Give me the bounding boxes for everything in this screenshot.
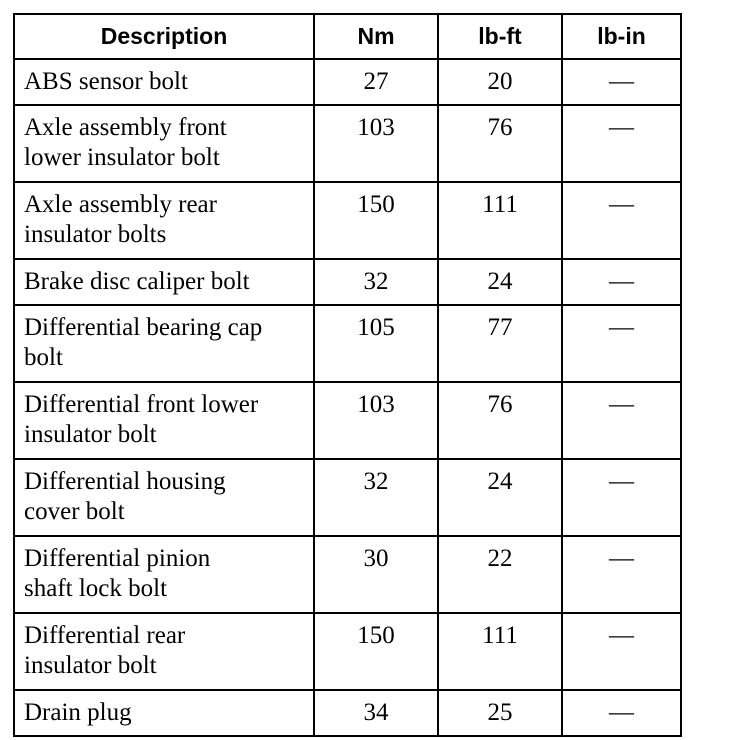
header-row: [14, 14, 681, 59]
lb-in-cell: —: [562, 305, 681, 382]
header-lb-in: lb-in: [562, 14, 681, 59]
table-row: [14, 105, 681, 182]
description-line: Differential housing: [24, 468, 226, 495]
table-row: [14, 259, 681, 305]
nm-cell: 32: [314, 259, 438, 305]
description-cell: [14, 536, 314, 613]
lb-in-cell: —: [562, 105, 681, 182]
description-cell: [14, 382, 314, 459]
lb-ft-cell: 111: [438, 613, 562, 690]
lb-in-cell: —: [562, 182, 681, 259]
lb-in-cell: —: [562, 613, 681, 690]
lb-ft-cell: 22: [438, 536, 562, 613]
nm-cell: 34: [314, 690, 438, 736]
description-line: Differential pinion: [24, 545, 211, 572]
table-row: [14, 459, 681, 536]
table-row: [14, 305, 681, 382]
description-line: lower insulator bolt: [24, 144, 220, 171]
lb-in-cell: —: [562, 690, 681, 736]
description-line: shaft lock bolt: [24, 575, 168, 602]
nm-cell: 150: [314, 182, 438, 259]
lb-ft-cell: 24: [438, 459, 562, 536]
description-line: bolt: [24, 344, 63, 371]
header-description: Description: [14, 14, 314, 59]
nm-cell: 103: [314, 105, 438, 182]
lb-ft-cell: 77: [438, 305, 562, 382]
lb-in-cell: —: [562, 459, 681, 536]
table-row: [14, 382, 681, 459]
lb-in-cell: —: [562, 382, 681, 459]
description-line: Axle assembly front: [24, 114, 227, 141]
description-cell: [14, 259, 314, 305]
header-lb-ft: lb-ft: [438, 14, 562, 59]
description-cell: [14, 690, 314, 736]
lb-in-cell: —: [562, 536, 681, 613]
lb-ft-cell: 76: [438, 382, 562, 459]
nm-cell: 105: [314, 305, 438, 382]
nm-cell: 27: [314, 59, 438, 105]
torque-spec-table: [13, 13, 682, 737]
lb-in-cell: —: [562, 59, 681, 105]
lb-ft-cell: 76: [438, 105, 562, 182]
table-row: [14, 690, 681, 736]
description-line: Differential bearing cap: [24, 314, 263, 341]
nm-cell: 150: [314, 613, 438, 690]
description-line: insulator bolt: [24, 421, 157, 448]
description-line: insulator bolts: [24, 221, 167, 248]
table-row: [14, 182, 681, 259]
lb-ft-cell: 111: [438, 182, 562, 259]
nm-cell: 30: [314, 536, 438, 613]
description-line: Drain plug: [24, 699, 132, 726]
description-line: cover bolt: [24, 498, 125, 525]
header-nm: Nm: [314, 14, 438, 59]
description-cell: [14, 59, 314, 105]
description-line: insulator bolt: [24, 652, 157, 679]
description-cell: [14, 305, 314, 382]
nm-cell: 32: [314, 459, 438, 536]
table-row: [14, 536, 681, 613]
description-line: ABS sensor bolt: [24, 68, 188, 95]
description-line: Axle assembly rear: [24, 191, 217, 218]
description-cell: [14, 182, 314, 259]
table-row: [14, 613, 681, 690]
description-line: Brake disc caliper bolt: [24, 268, 250, 295]
lb-in-cell: —: [562, 259, 681, 305]
table-row: [14, 59, 681, 105]
lb-ft-cell: 24: [438, 259, 562, 305]
description-cell: [14, 613, 314, 690]
description-cell: [14, 105, 314, 182]
description-cell: [14, 459, 314, 536]
lb-ft-cell: 25: [438, 690, 562, 736]
description-line: Differential front lower: [24, 391, 259, 418]
description-line: Differential rear: [24, 622, 186, 649]
nm-cell: 103: [314, 382, 438, 459]
lb-ft-cell: 20: [438, 59, 562, 105]
